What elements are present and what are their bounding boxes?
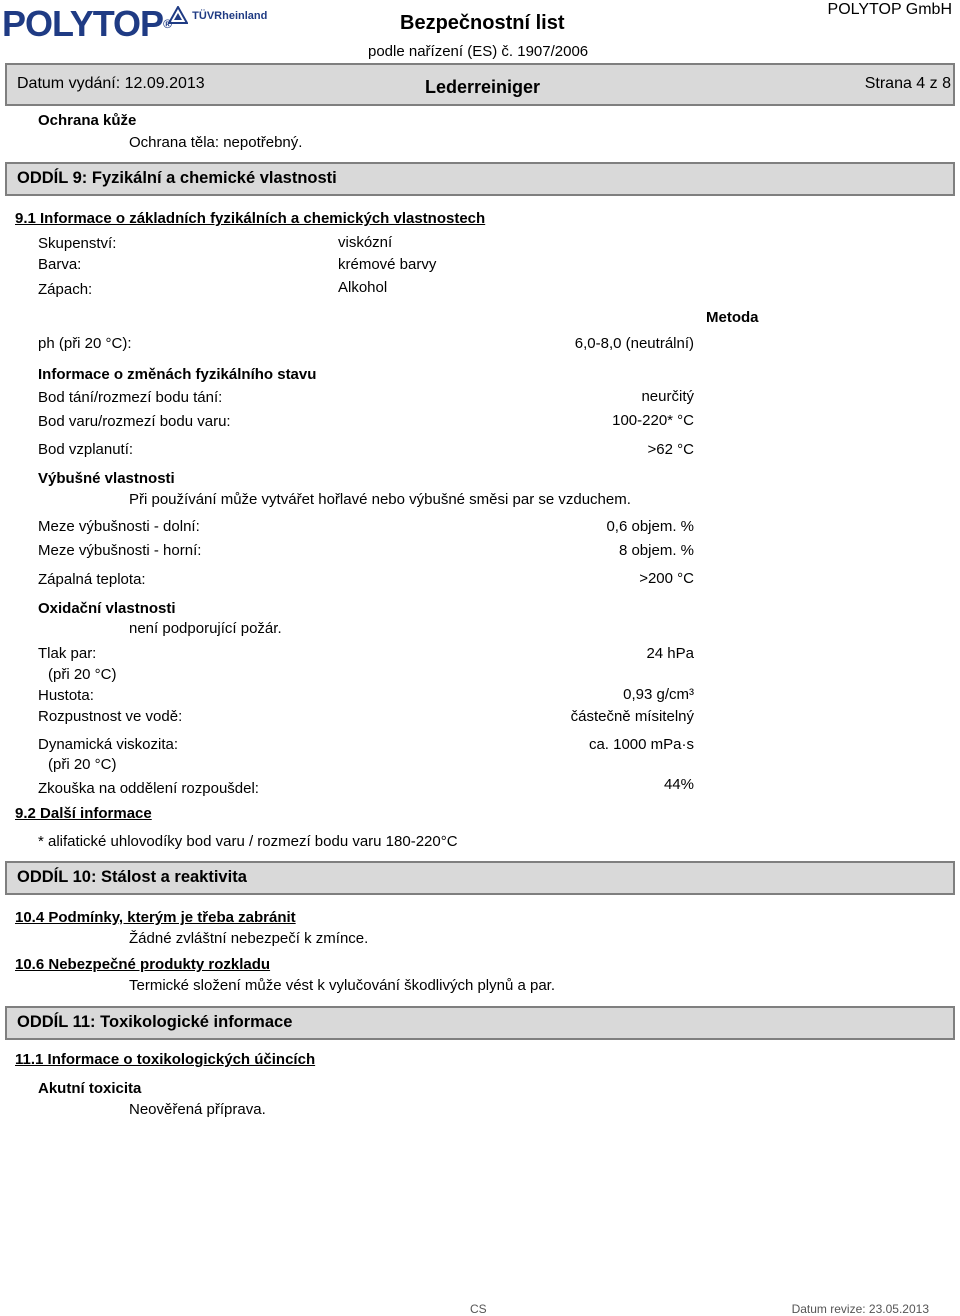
solubility-value: částečně mísitelný — [570, 708, 694, 725]
color-label: Barva: — [38, 256, 82, 273]
flash-point-label: Bod vzplanutí: — [38, 441, 134, 458]
acute-toxicity-text: Neověřená příprava. — [129, 1101, 266, 1118]
odor-value: Alkohol — [338, 279, 388, 296]
oxidizing-text: není podporující požár. — [129, 620, 282, 637]
vapor-pressure-value: 24 hPa — [646, 645, 694, 662]
boiling-point-value: 100-220* °C — [612, 412, 694, 429]
melting-point-label: Bod tání/rozmezí bodu tání: — [38, 389, 223, 406]
solubility-label: Rozpustnost ve vodě: — [38, 708, 183, 725]
subsection-10-6: 10.6 Nebezpečné produkty rozkladu — [15, 956, 271, 973]
company-name: POLYTOP GmbH — [827, 1, 952, 18]
explosive-text: Při používání může vytvářet hořlavé nebo výbušné směsi par se vzduchem. — [129, 491, 631, 508]
subsection-10-6-text: Termické složení může vést k vylučování škodlivých plynů a par. — [129, 977, 556, 994]
density-label: Hustota: — [38, 687, 94, 704]
subsection-10-4-text: Žádné zvláštní nebezpečí k zmínce. — [129, 930, 369, 947]
viscosity-value: ca. 1000 mPa·s — [588, 736, 694, 753]
boiling-note: * alifatické uhlovodíky bod varu / rozmezí bodu varu 180-220°C — [38, 833, 458, 850]
subsection-11-1: 11.1 Informace o toxikologických účincích — [15, 1051, 316, 1068]
upper-explosion-limit-label: Meze výbušnosti - horní: — [38, 542, 202, 559]
registered-mark: ® — [163, 17, 171, 31]
vapor-pressure-condition: (při 20 °C) — [48, 666, 117, 683]
viscosity-condition: (při 20 °C) — [48, 756, 117, 773]
phase-change-heading: Informace o změnách fyzikálního stavu — [38, 366, 317, 383]
upper-explosion-limit-value: 8 objem. % — [618, 542, 694, 559]
section-9-header — [5, 162, 955, 196]
section-10-title: ODDÍL 10: Stálost a reaktivita — [17, 868, 247, 886]
ignition-temp-value: >200 °C — [639, 570, 694, 587]
ph-value: 6,0-8,0 (neutrální) — [574, 335, 694, 352]
header-info-bar — [5, 63, 955, 106]
lower-explosion-limit-label: Meze výbušnosti - dolní: — [38, 518, 200, 535]
melting-point-value: neurčitý — [641, 388, 694, 405]
section-11-header — [5, 1006, 955, 1040]
flash-point-value: >62 °C — [647, 441, 694, 458]
color-value: krémové barvy — [338, 256, 437, 273]
ph-label: ph (při 20 °C): — [38, 335, 132, 352]
odor-label: Zápach: — [38, 281, 93, 298]
section-9-title: ODDÍL 9: Fyzikální a chemické vlastnosti — [17, 169, 337, 187]
tuv-triangle-icon — [168, 6, 188, 24]
issue-date: Datum vydání: 12.09.2013 — [17, 75, 205, 92]
subsection-9-2: 9.2 Další informace — [15, 805, 152, 822]
section-11-title: ODDÍL 11: Toxikologické informace — [17, 1013, 293, 1031]
state-value: viskózní — [338, 234, 393, 251]
skin-protection-heading: Ochrana kůže — [38, 112, 137, 129]
subsection-9-1: 9.1 Informace o základních fyzikálních a chemických vlastnostech — [15, 210, 486, 227]
section-10-header — [5, 861, 955, 895]
density-value: 0,93 g/cm³ — [623, 686, 694, 703]
skin-protection-text: Ochrana těla: nepotřebný. — [129, 134, 303, 151]
viscosity-label: Dynamická viskozita: — [38, 736, 179, 753]
document-title: Bezpečnostní list — [400, 12, 565, 34]
oxidizing-heading: Oxidační vlastnosti — [38, 600, 176, 617]
regulation-text: podle nařízení (ES) č. 1907/2006 — [368, 43, 589, 60]
solvent-separation-label: Zkouška na oddělení rozpoušdel: — [38, 780, 259, 797]
product-name: Lederreiniger — [425, 77, 541, 97]
state-label: Skupenství: — [38, 235, 117, 252]
lower-explosion-limit-value: 0,6 objem. % — [606, 518, 694, 535]
tuv-text: TÜVRheinland — [192, 10, 268, 22]
method-header: Metoda — [706, 309, 759, 326]
solvent-separation-value: 44% — [663, 776, 694, 793]
explosive-heading: Výbušné vlastnosti — [38, 470, 175, 487]
footer-language: CS — [470, 1302, 487, 1316]
tuv-logo — [168, 6, 267, 24]
subsection-10-4: 10.4 Podmínky, kterým je třeba zabránit — [15, 909, 296, 926]
ignition-temp-label: Zápalná teplota: — [38, 571, 146, 588]
footer-revision-date: Datum revize: 23.05.2013 — [791, 1302, 929, 1316]
polytop-logo: POLYTOP® — [2, 3, 171, 44]
page-number: Strana 4 z 8 — [864, 75, 951, 92]
vapor-pressure-label: Tlak par: — [38, 645, 97, 662]
acute-toxicity-heading: Akutní toxicita — [38, 1080, 142, 1097]
boiling-point-label: Bod varu/rozmezí bodu varu: — [38, 413, 231, 430]
